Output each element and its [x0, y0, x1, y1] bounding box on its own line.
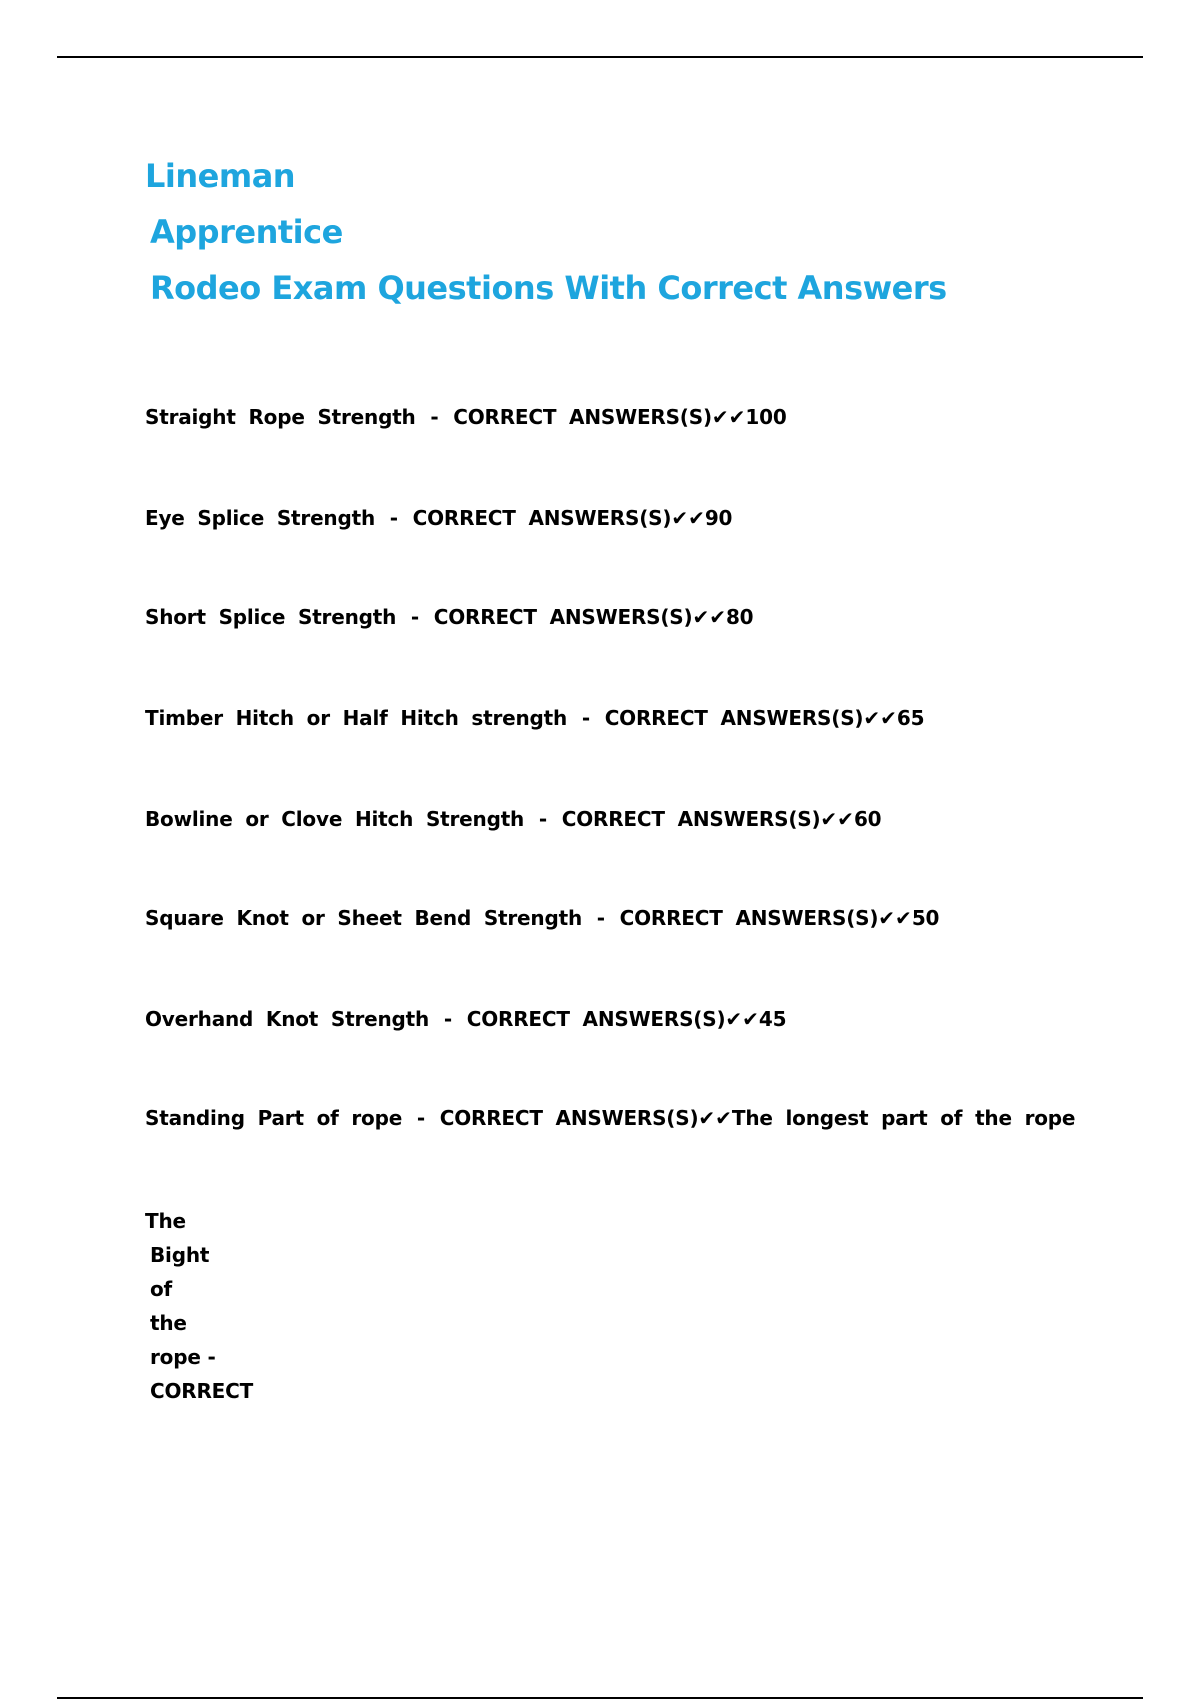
top-rule [57, 56, 1143, 58]
question-text: Overhand Knot Strength [145, 1007, 430, 1031]
check-marks-icon: ✔✔ [671, 506, 705, 530]
fragment-line: The [145, 1209, 186, 1233]
answer-prefix: CORRECT ANSWERS(S) [439, 1106, 699, 1130]
title-line-2: Apprentice [150, 213, 343, 251]
fragment-line: the [150, 1311, 187, 1335]
question-text: Bowline or Clove Hitch Strength [145, 807, 525, 831]
qa-item [145, 1007, 786, 1031]
answer-prefix: CORRECT ANSWERS(S) [453, 405, 712, 429]
separator: - [443, 1007, 452, 1031]
bottom-rule [57, 1697, 1143, 1699]
separator: - [538, 807, 547, 831]
separator: - [596, 906, 605, 930]
answer-prefix: CORRECT ANSWERS(S) [604, 706, 864, 730]
qa-item [145, 807, 881, 831]
question-text: Timber Hitch or Half Hitch strength [145, 706, 568, 730]
question-text: Standing Part of rope [145, 1106, 403, 1130]
answer-prefix: CORRECT ANSWERS(S) [412, 506, 672, 530]
answer-text: 65 [896, 706, 925, 730]
separator: - [416, 1106, 425, 1130]
answer-text: 100 [745, 405, 787, 429]
separator: - [389, 506, 398, 530]
check-marks-icon: ✔✔ [863, 706, 897, 730]
separator: - [410, 605, 420, 629]
answer-text: The longest part of the rope [731, 1106, 1076, 1130]
answer-prefix: CORRECT ANSWERS(S) [433, 605, 693, 629]
fragment-line: of [150, 1277, 173, 1301]
answer-text: 60 [853, 807, 882, 831]
question-text: Straight Rope Strength [145, 405, 416, 429]
qa-item [145, 405, 787, 429]
question-text: Square Knot or Sheet Bend Strength [145, 906, 582, 930]
qa-item [145, 506, 732, 530]
answer-prefix: CORRECT ANSWERS(S) [619, 906, 879, 930]
check-marks-icon: ✔✔ [711, 405, 746, 429]
check-marks-icon: ✔✔ [878, 906, 912, 930]
separator: - [430, 405, 439, 429]
answer-prefix: CORRECT ANSWERS(S) [561, 807, 821, 831]
fragment-line: CORRECT [150, 1379, 254, 1403]
question-text: Short Splice Strength [145, 605, 397, 629]
answer-text: 80 [725, 605, 754, 629]
title-line-3: Rodeo Exam Questions With Correct Answers [150, 269, 947, 307]
check-marks-icon: ✔✔ [692, 605, 726, 629]
bight-question-fragment [145, 1204, 253, 1408]
question-text: Eye Splice Strength [145, 506, 375, 530]
qa-item [145, 605, 753, 629]
fragment-line: rope - [150, 1345, 216, 1369]
check-marks-icon: ✔✔ [820, 807, 854, 831]
answer-prefix: CORRECT ANSWERS(S) [466, 1007, 726, 1031]
separator: - [581, 706, 590, 730]
answer-text: 90 [704, 506, 733, 530]
answer-text: 50 [911, 906, 940, 930]
check-marks-icon: ✔✔ [698, 1106, 732, 1130]
answer-text: 45 [758, 1007, 787, 1031]
qa-item [145, 1106, 1075, 1130]
check-marks-icon: ✔✔ [725, 1007, 759, 1031]
document-title [145, 148, 947, 316]
fragment-line: Bight [150, 1243, 210, 1267]
qa-item [145, 706, 924, 730]
title-line-1: Lineman [145, 157, 296, 195]
qa-item [145, 906, 939, 930]
